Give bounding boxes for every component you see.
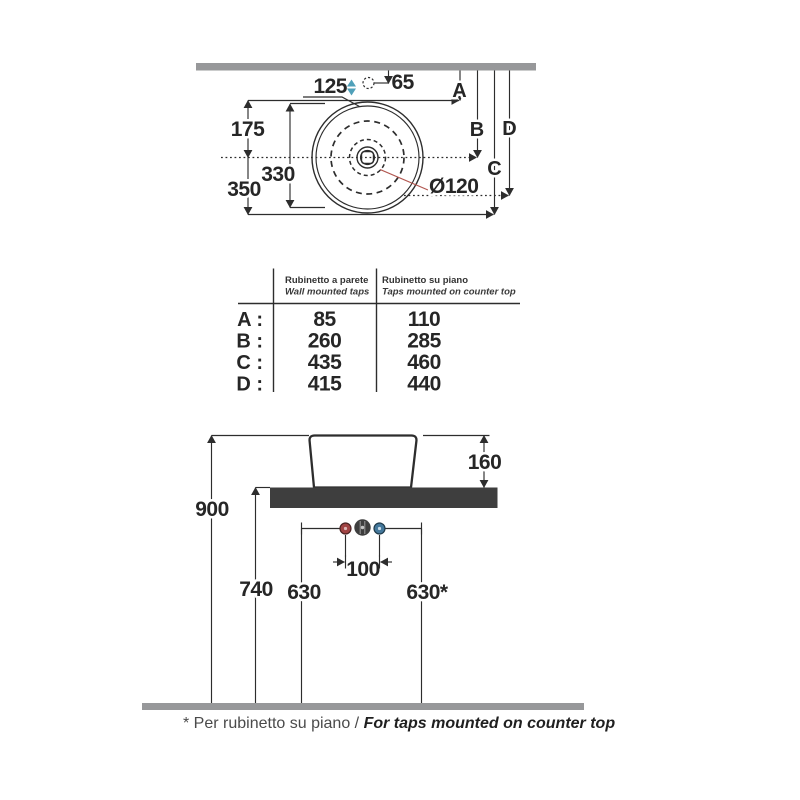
dim-630-label: 630 [287,581,321,604]
dim-900-label: 900 [195,498,229,521]
adjustable-height-icon [347,80,356,96]
row-b-wall-value: 260 [307,329,342,353]
drain-grid-square [362,152,374,164]
col1-header-it: Rubinetto a parete [285,275,369,286]
col2-header-en: Taps mounted on counter top [382,286,516,298]
row-d-counter-value: 440 [407,372,441,396]
dimension-table [236,269,520,396]
footnote-english: For taps mounted on counter top [363,715,616,732]
dim-160-label: 160 [467,451,502,474]
plan-view [196,63,536,215]
footnote [183,715,615,732]
col2-header-it: Rubinetto su piano [382,275,469,286]
row-c-counter-value: 460 [407,351,441,374]
hot-water-center-dot [344,527,347,530]
row-b-counter-value: 285 [407,329,441,353]
supply-points [302,519,422,535]
table-row [236,351,440,374]
basin-profile [310,436,417,488]
dim-100-label: 100 [346,558,380,581]
dim-630-star-label: 630* [406,581,448,604]
dim-c-label: C [487,158,502,180]
dim-b-label: B [469,119,485,141]
table-row [236,330,441,353]
drain-diameter-label: Ø120 [429,175,479,198]
row-c-wall-value: 435 [307,351,342,374]
row-d-wall-value: 415 [307,372,342,396]
wall-tap-hole [363,78,374,89]
row-a-label: A : [237,309,263,331]
table-row [237,308,440,331]
floor-bar [142,703,584,710]
elevation-view [142,436,584,711]
dim-a-label: A [452,80,467,102]
dim-740-label: 740 [239,578,273,601]
table-row [236,373,440,396]
row-a-counter-value: 110 [407,308,441,331]
row-b-label: B : [236,330,263,353]
col1-header-en: Wall mounted taps [285,286,370,298]
counter-top [270,488,498,509]
dim-175-label: 175 [230,118,265,141]
cold-water-center-dot [378,527,381,530]
dim-d-label: D [502,118,517,140]
dim-330-label: 330 [261,163,295,186]
row-d-label: D : [236,373,263,396]
row-a-wall-value: 85 [313,308,336,331]
dim-350-label: 350 [227,178,261,201]
tap-offset-label: 65 [391,71,414,94]
row-c-label: C : [236,352,263,374]
wall-bar [196,63,536,71]
drain-center-dot [361,526,364,529]
tap-height-label: 125 [313,75,347,98]
footnote-italian: * Per rubinetto su piano / [183,715,364,732]
